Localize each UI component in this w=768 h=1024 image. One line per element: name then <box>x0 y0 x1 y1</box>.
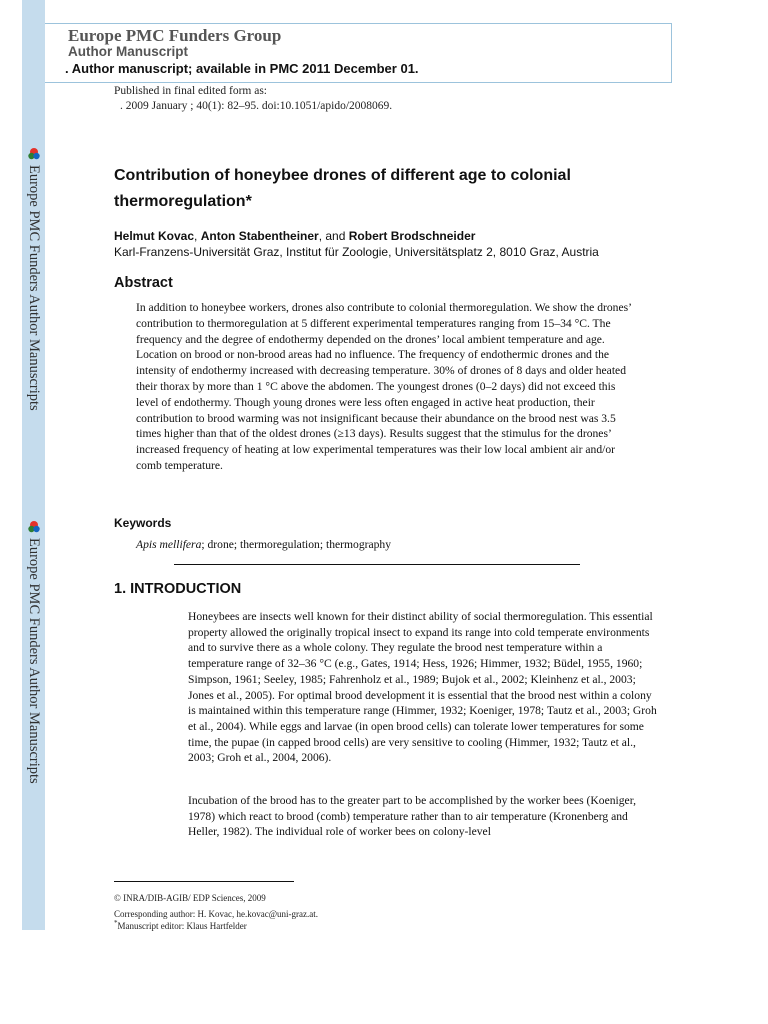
author-manuscript-label: Author Manuscript <box>68 44 188 59</box>
author-1: Helmut Kovac <box>114 229 195 243</box>
author-list <box>114 229 475 243</box>
abstract-heading: Abstract <box>114 275 173 291</box>
editor-text: Manuscript editor: Klaus Hartfelder <box>117 921 247 931</box>
author-separator: , and <box>318 229 349 243</box>
keyword-rest: ; drone; thermoregulation; thermography <box>201 538 392 551</box>
affiliation: Karl-Franzens-Universität Graz, Institut für Zoologie, Universitätsplatz 2, 8010 Graz, Austria <box>114 245 599 259</box>
paper-title: Contribution of honeybee drones of different age to colonial thermoregulation* <box>114 167 571 210</box>
footnote-divider <box>114 881 294 882</box>
intro-paragraph-2: Incubation of the brood has to the greater part to be accomplished by the worker bees (Koeniger, 1978) which react to brood (comb) temperature rather than to air temperature (Kronenberg and Heller, 1982). The individual role of worker bees on colony-level <box>188 794 636 839</box>
author-separator: , <box>194 229 201 243</box>
sidebar-label-2 <box>22 520 45 820</box>
author-3: Robert Brodschneider <box>348 229 476 243</box>
sidebar-text: Europe PMC Funders Author Manuscripts <box>26 538 42 784</box>
copyright-note: © INRA/DIB-AGIB/ EDP Sciences, 2009 <box>114 893 266 903</box>
abstract-text: In addition to honeybee workers, drones also contribute to colonial thermoregulation. We show the drones’ contribution to thermoregulation at 5 different experimental temperatures ranging from 15–34 °C. The frequency and the degree of endothermy depended on the drones’ local ambient temperature and age. Location on brood or non-brood areas had no influence. The frequency of endothermic drones and the intensity of endothermy increased with decreasing temperature. 30% of drones of 8 days and older heated their thorax by more than 1 °C above the abdomen. The youngest drones (0–2 days) did not exceed this level of endothermy. Though young drones were less often engaged in active heat production, their contribution to brood warming was not insignificant because their abundance on the brood nest was 3.5 times higher than that of the oldest drones (≥13 days). Results suggest that the stimulus for the drones’ increased frequency of heating at low experimental temperatures was their low local ambient air and/or comb temperature. <box>136 301 632 472</box>
funders-group-title: Europe PMC Funders Group <box>68 26 282 45</box>
published-line-1: Published in final edited form as: <box>114 85 267 97</box>
author-2: Anton Stabentheiner <box>200 229 319 243</box>
availability-note: . Author manuscript; available in PMC 2011 December 01. <box>65 61 419 76</box>
keywords-list <box>136 538 391 551</box>
section-divider <box>174 564 580 565</box>
keyword-species: Apis mellifera <box>136 538 202 551</box>
header-box <box>45 23 672 83</box>
intro-paragraph-1: Honeybees are insects well known for their distinct ability of social thermoregulation. This essential property allowed the originally tropical insect to expand its range into cold temperate environments and to survive there as a whole colony. They regulate the brood nest temperature within a temperature range of 32–36 °C (e.g., Gates, 1914; Hess, 1926; Himmer, 1932; Büdel, 1955, 1960; Simpson, 1961; Seeley, 1985; Fahrenholz et al., 1989; Bujok et al., 2002; Kleinhenz et al., 2003; Jones et al., 2005). For optimal brood development it is essential that the brood nest within a colony is maintained within this temperature range (Himmer, 1932; Koeniger, 1978; Tautz et al., 2003; Groh et al., 2004). While eggs and larvae (in open brood cells) can tolerate lower temperatures for some time, the pupae (in capped brood cells) are very sensitive to cooling (Himmer, 1932; Tautz et al., 2003; Groh et al., 2004, 2006). <box>188 610 657 765</box>
europe-pmc-logo-icon <box>27 147 41 161</box>
europe-pmc-logo-icon <box>27 520 41 534</box>
introduction-heading: 1. INTRODUCTION <box>114 581 242 597</box>
corresponding-author: Corresponding author: H. Kovac, he.kovac@uni-graz.at. <box>114 909 318 919</box>
published-line-2: . 2009 January ; 40(1): 82–95. doi:10.1051/apido/2008069. <box>120 100 393 112</box>
footnote-star: * <box>114 919 118 927</box>
sidebar-text: Europe PMC Funders Author Manuscripts <box>26 165 42 411</box>
editor-note <box>114 919 247 931</box>
published-info <box>114 84 392 114</box>
keywords-heading: Keywords <box>114 516 172 530</box>
sidebar-label-1 <box>22 147 45 447</box>
